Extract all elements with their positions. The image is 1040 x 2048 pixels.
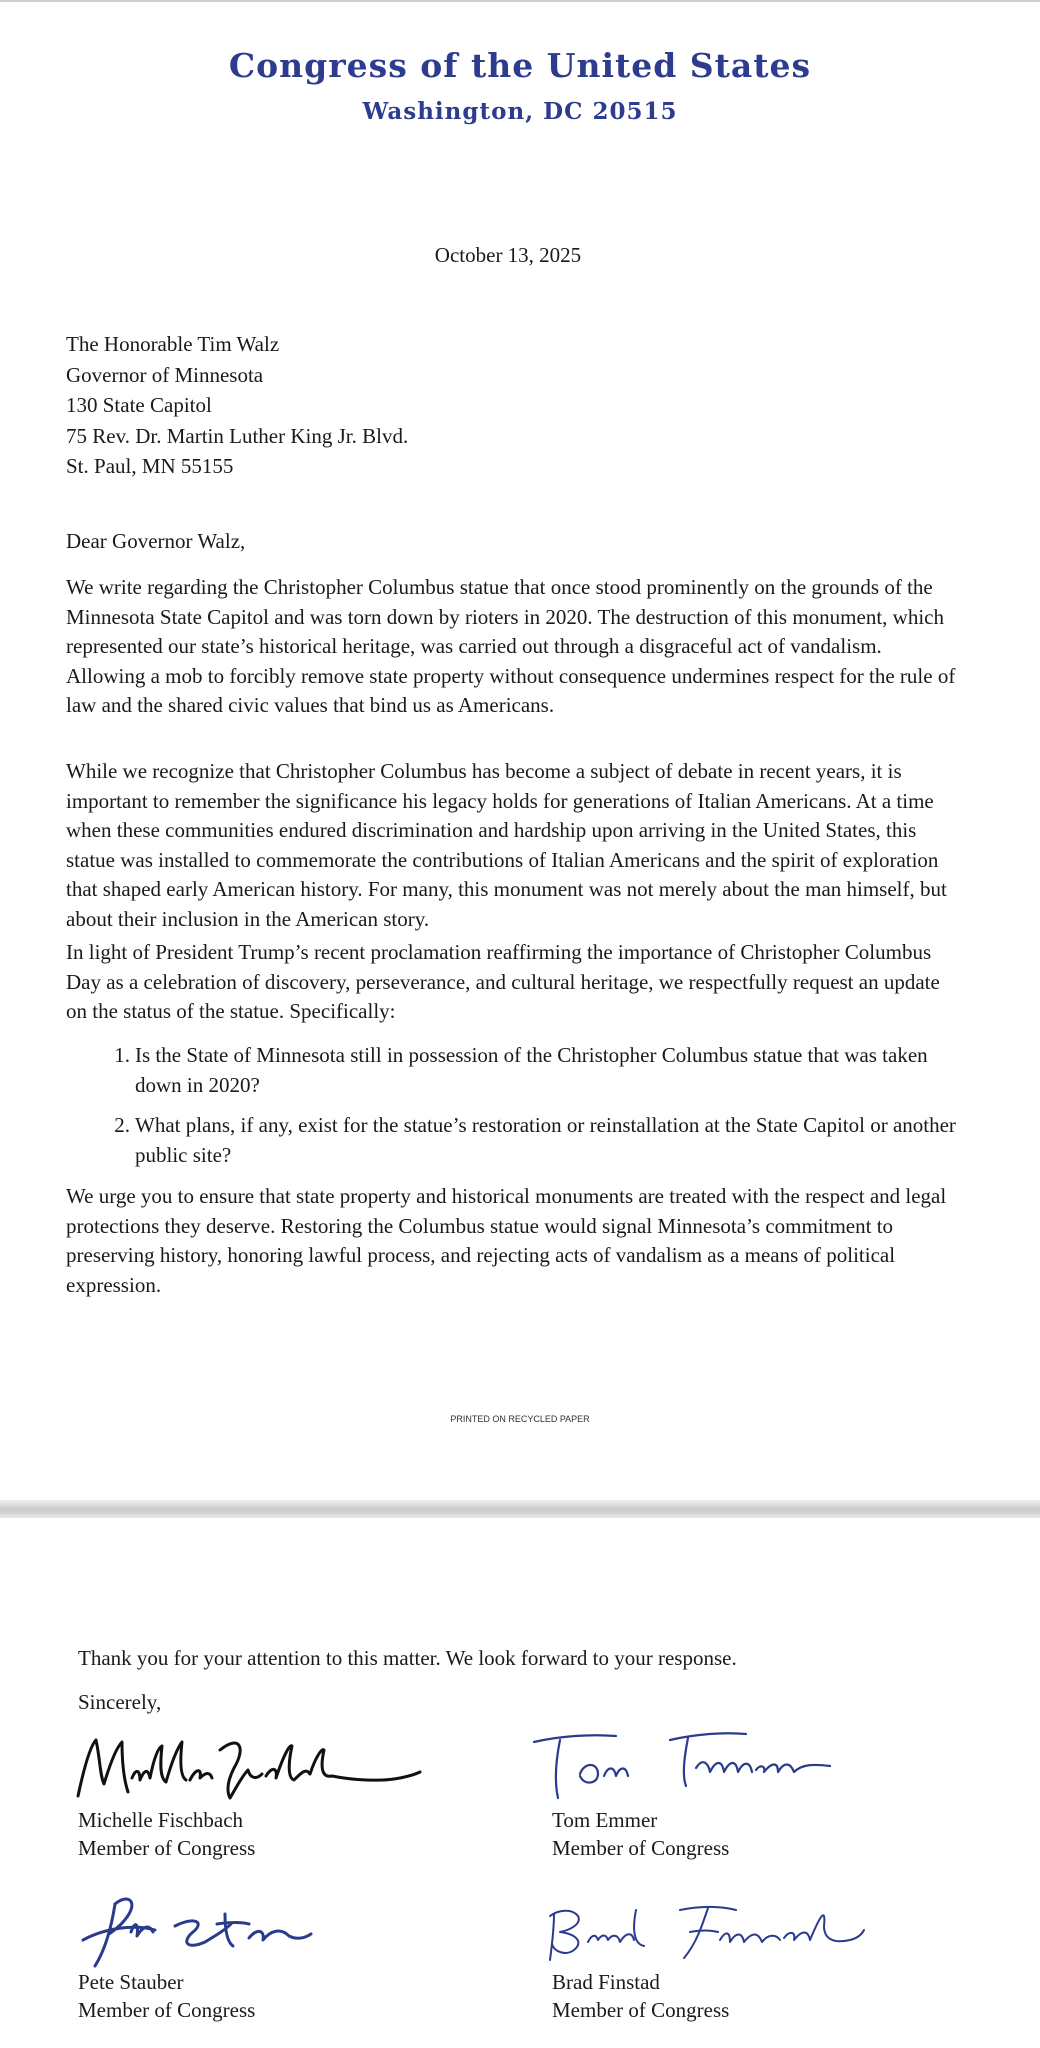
signatory-name: Michelle Fischbach bbox=[78, 1808, 244, 1832]
recipient-address bbox=[66, 329, 408, 482]
closing-sentence: Thank you for your attention to this matter. We look forward to your response. bbox=[78, 1646, 737, 1670]
signatory-block-stauber bbox=[78, 1968, 255, 2024]
recycled-paper-note: PRINTED ON RECYCLED PAPER bbox=[450, 1414, 590, 1424]
sign-off: Sincerely, bbox=[78, 1690, 162, 1714]
address-line: Governor of Minnesota bbox=[66, 362, 264, 387]
signatory-block-emmer bbox=[552, 1806, 729, 1862]
signatory-block-finstad bbox=[552, 1968, 729, 2024]
signature-fischbach bbox=[70, 1728, 430, 1806]
salutation: Dear Governor Walz, bbox=[66, 529, 246, 553]
body-paragraph: While we recognize that Christopher Columbus has become a subject of debate in recent years, it is important to remember the significance his legacy holds for generations of Italian Americans. At a time when these communities endured discrimination and hardship upon arriving in the United States, this statue was installed to commemorate the contributions of Italian Americans and the spirit of exploration that shaped early American history. For many, this monument was not merely about the man himself, but about their inclusion in the American story. bbox=[66, 759, 947, 931]
signature-finstad bbox=[540, 1886, 870, 1970]
question-text: What plans, if any, exist for the statue’s restoration or reinstallation at the State Capitol or another public site? bbox=[135, 1113, 956, 1167]
signatory-name: Pete Stauber bbox=[78, 1970, 184, 1994]
body-paragraph: In light of President Trump’s recent proclamation reaffirming the importance of Christopher Columbus Day as a celebration of discovery, perseverance, and cultural heritage, we respectfully request an update on the status of the statue. Specifically: bbox=[66, 940, 940, 1023]
signature-stauber bbox=[75, 1880, 315, 1972]
address-line: The Honorable Tim Walz bbox=[66, 332, 280, 356]
question-number: 1. bbox=[114, 1043, 130, 1067]
signature-emmer-graphic bbox=[520, 1720, 850, 1804]
question-text: Is the State of Minnesota still in possession of the Christopher Columbus statue that was taken down in 2020? bbox=[135, 1043, 928, 1097]
letterhead-subtitle: Washington, DC 20515 bbox=[362, 98, 678, 125]
letterhead-title: Congress of the United States bbox=[228, 46, 812, 85]
signatory-name: Tom Emmer bbox=[552, 1808, 658, 1832]
signatory-title: Member of Congress bbox=[552, 1998, 730, 2022]
signature-emmer bbox=[520, 1720, 850, 1804]
body-paragraph: We urge you to ensure that state property and historical monuments are treated with the respect and legal protections they deserve. Restoring the Columbus statue would signal Minnesota’s commitment to preserving history, honoring lawful process, and rejecting acts of vandalism as a means of political expression. bbox=[66, 1184, 947, 1297]
address-line: St. Paul, MN 55155 bbox=[66, 454, 234, 478]
signature-finstad-graphic bbox=[540, 1886, 870, 1970]
address-line: 75 Rev. Dr. Martin Luther King Jr. Blvd. bbox=[66, 423, 409, 448]
page-top-border bbox=[0, 0, 1040, 2]
signatory-title: Member of Congress bbox=[78, 1836, 256, 1860]
signature-stauber-graphic bbox=[75, 1880, 315, 1972]
signatory-title: Member of Congress bbox=[78, 1998, 256, 2022]
signatory-name: Brad Finstad bbox=[552, 1970, 660, 1994]
address-line: 130 State Capitol bbox=[66, 393, 212, 417]
letter-date: October 13, 2025 bbox=[434, 243, 582, 267]
signatory-block-fischbach bbox=[78, 1806, 255, 1862]
question-number: 2. bbox=[114, 1113, 130, 1137]
signatory-title: Member of Congress bbox=[552, 1836, 730, 1860]
body-paragraph: We write regarding the Christopher Columbus statue that once stood prominently on the grounds of the Minnesota State Capitol and was torn down by rioters in 2020. The destruction of this monument, which represented our state’s historical heritage, was carried out through a disgraceful act of vandalism. Allowing a mob to forcibly remove state property without consequence undermines respect for the rule of law and the shared civic values that bind us as Americans. bbox=[66, 575, 956, 717]
page-divider bbox=[0, 1500, 1040, 1518]
signature-fischbach-graphic bbox=[70, 1728, 430, 1806]
